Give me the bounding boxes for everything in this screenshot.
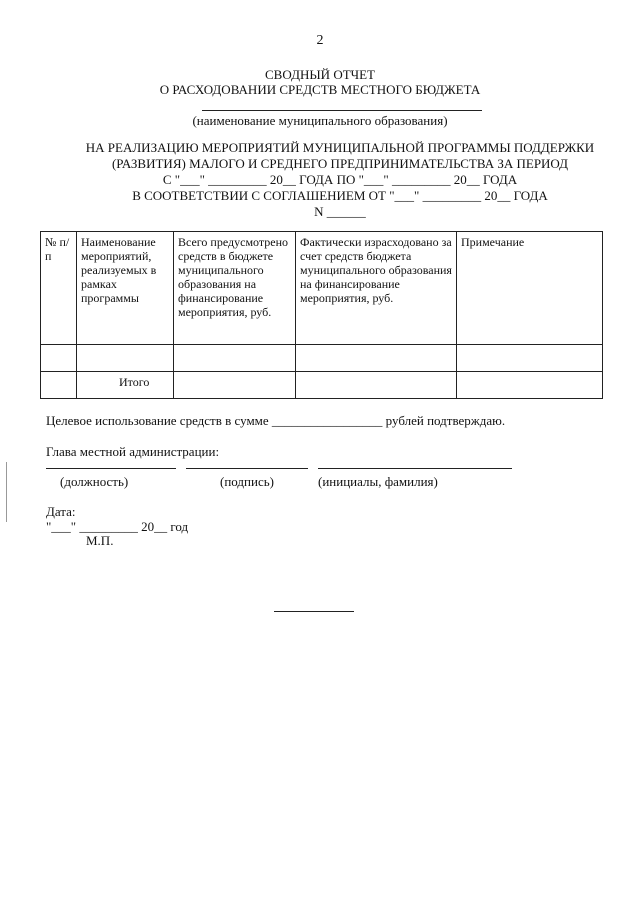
stamp-label: М.П. (86, 533, 114, 548)
header-number: № п/п (41, 232, 77, 345)
name-line (318, 468, 512, 469)
signature-line (186, 468, 308, 469)
table-cell (296, 372, 457, 399)
heading-line-1: НА РЕАЛИЗАЦИЮ МЕРОПРИЯТИЙ МУНИЦИПАЛЬНОЙ ПРОГРАММЫ ПОДДЕРЖКИ (85, 140, 595, 155)
table-total-row (41, 372, 603, 399)
table-cell (174, 345, 296, 372)
table-cell (41, 345, 77, 372)
head-label: Глава местной администрации: (46, 444, 220, 459)
confirm-text: Целевое использование средств в сумме _________________ рублей подтверждаю. (46, 413, 506, 428)
table-cell (457, 372, 603, 399)
title-line-1: СВОДНЫЙ ОТЧЕТ (265, 67, 375, 82)
heading-line-3: С "___" _________ 20__ ГОДА ПО "___" _________ 20__ ГОДА (162, 172, 518, 187)
header-planned: Всего предусмотрено средств в бюджете муниципального образования на финансирование мероприятия, руб. (174, 232, 296, 345)
page-number: 2 (316, 33, 324, 48)
org-caption: (наименование муниципального образования) (192, 113, 448, 128)
end-line (274, 611, 354, 612)
total-label: Итого (77, 372, 174, 399)
report-heading (40, 140, 640, 220)
report-table (40, 231, 603, 399)
header-note: Примечание (457, 232, 603, 345)
heading-line-4: В СООТВЕТСТВИИ С СОГЛАШЕНИЕМ ОТ "___" _________ 20__ ГОДА (132, 188, 548, 203)
table-header-row (41, 232, 603, 345)
date-value: "___" _________ 20__ год (46, 519, 189, 534)
heading-line-5: N ______ (314, 204, 366, 219)
position-caption: (должность) (60, 474, 129, 489)
table-cell (296, 345, 457, 372)
margin-mark (6, 462, 7, 522)
org-name-line (202, 110, 482, 111)
signature-caption: (подпись) (220, 474, 274, 489)
table-cell (457, 345, 603, 372)
table-row (41, 345, 603, 372)
name-caption: (инициалы, фамилия) (318, 474, 438, 489)
header-actual: Фактически израсходовано за счет средств бюджета муниципального образования на финансирование мероприятия, руб. (296, 232, 457, 345)
position-line (46, 468, 176, 469)
heading-line-2: (РАЗВИТИЯ) МАЛОГО И СРЕДНЕГО ПРЕДПРИНИМАТЕЛЬСТВА ЗА ПЕРИОД (111, 156, 569, 171)
table-cell (174, 372, 296, 399)
table-cell (41, 372, 77, 399)
title-line-2: О РАСХОДОВАНИИ СРЕДСТВ МЕСТНОГО БЮДЖЕТА (159, 82, 481, 97)
header-name: Наименование мероприятий, реализуемых в рамках программы (77, 232, 174, 345)
table-cell (77, 345, 174, 372)
document-title (0, 67, 640, 97)
date-label: Дата: (46, 504, 76, 519)
